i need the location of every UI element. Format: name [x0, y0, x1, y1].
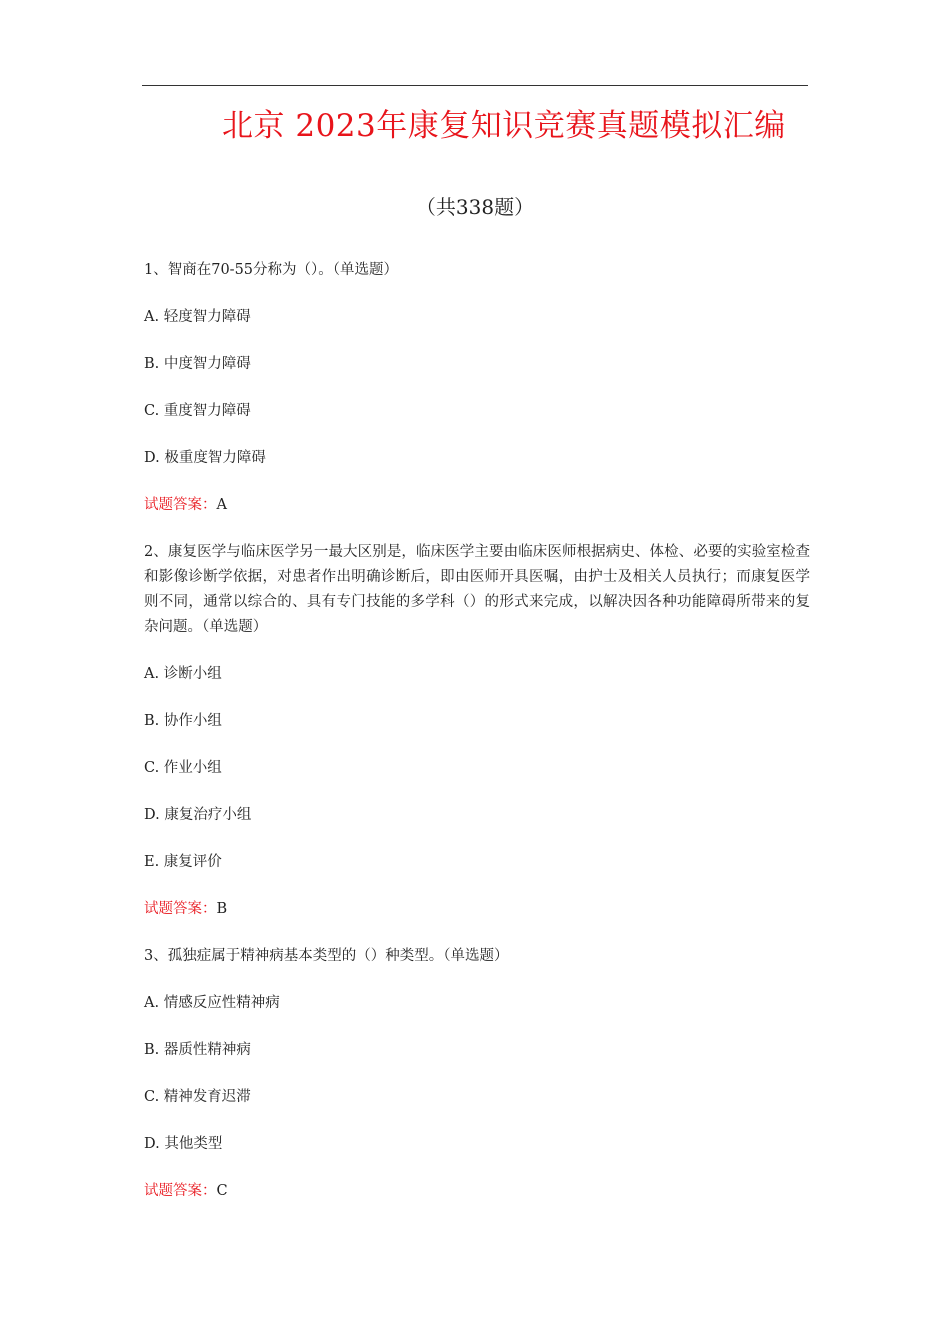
answer-line	[144, 1179, 810, 1204]
option-b: B. 协作小组	[144, 713, 222, 729]
answer-label: 试题答案：	[144, 901, 217, 917]
question-1	[144, 258, 810, 518]
option-a: A. 诊断小组	[144, 666, 222, 682]
header-rule	[142, 85, 808, 86]
answer-line	[144, 897, 810, 922]
option-a: A. 轻度智力障碍	[144, 309, 251, 325]
question-stem: 1、智商在70-55分称为（）。（单选题）	[144, 262, 399, 278]
answer-value: B	[216, 901, 228, 917]
option-c: C. 作业小组	[144, 760, 222, 776]
option-c: C. 精神发育迟滞	[144, 1089, 251, 1105]
document-title: 北京 2023年康复知识竞赛真题模拟汇编	[222, 108, 786, 144]
option-b: B. 器质性精神病	[144, 1042, 251, 1058]
answer-label: 试题答案：	[144, 1183, 217, 1199]
answer-value: C	[216, 1183, 228, 1199]
question-stem: 3、孤独症属于精神病基本类型的（）种类型。（单选题）	[144, 948, 509, 964]
answer-value: A	[216, 497, 227, 513]
option-a: A. 情感反应性精神病	[144, 995, 280, 1011]
option-d: D. 其他类型	[144, 1136, 223, 1152]
option-b: B. 中度智力障碍	[144, 356, 251, 372]
question-3	[144, 944, 810, 1204]
question-stem: 2、康复医学与临床医学另一最大区别是，临床医学主要由临床医师根据病史、体检、必要的实验室检查和影像诊断学依据，对患者作出明确诊断后，即由医师开具医嘱，由护士及相关人员执行；而康复医学则不同，通常以综合的、具有专门技能的多学科（）的形式来完成，以解决因各种功能障碍所带来的复杂问题。（单选题）	[144, 544, 810, 635]
answer-label: 试题答案：	[144, 497, 217, 513]
answer-line	[144, 493, 810, 518]
option-c: C. 重度智力障碍	[144, 403, 251, 419]
question-2	[144, 540, 810, 922]
document-subtitle: （共338题）	[415, 195, 535, 219]
option-d: D. 极重度智力障碍	[144, 450, 266, 466]
option-e: E. 康复评价	[144, 854, 222, 870]
option-d: D. 康复治疗小组	[144, 807, 252, 823]
question-list	[144, 258, 810, 1226]
